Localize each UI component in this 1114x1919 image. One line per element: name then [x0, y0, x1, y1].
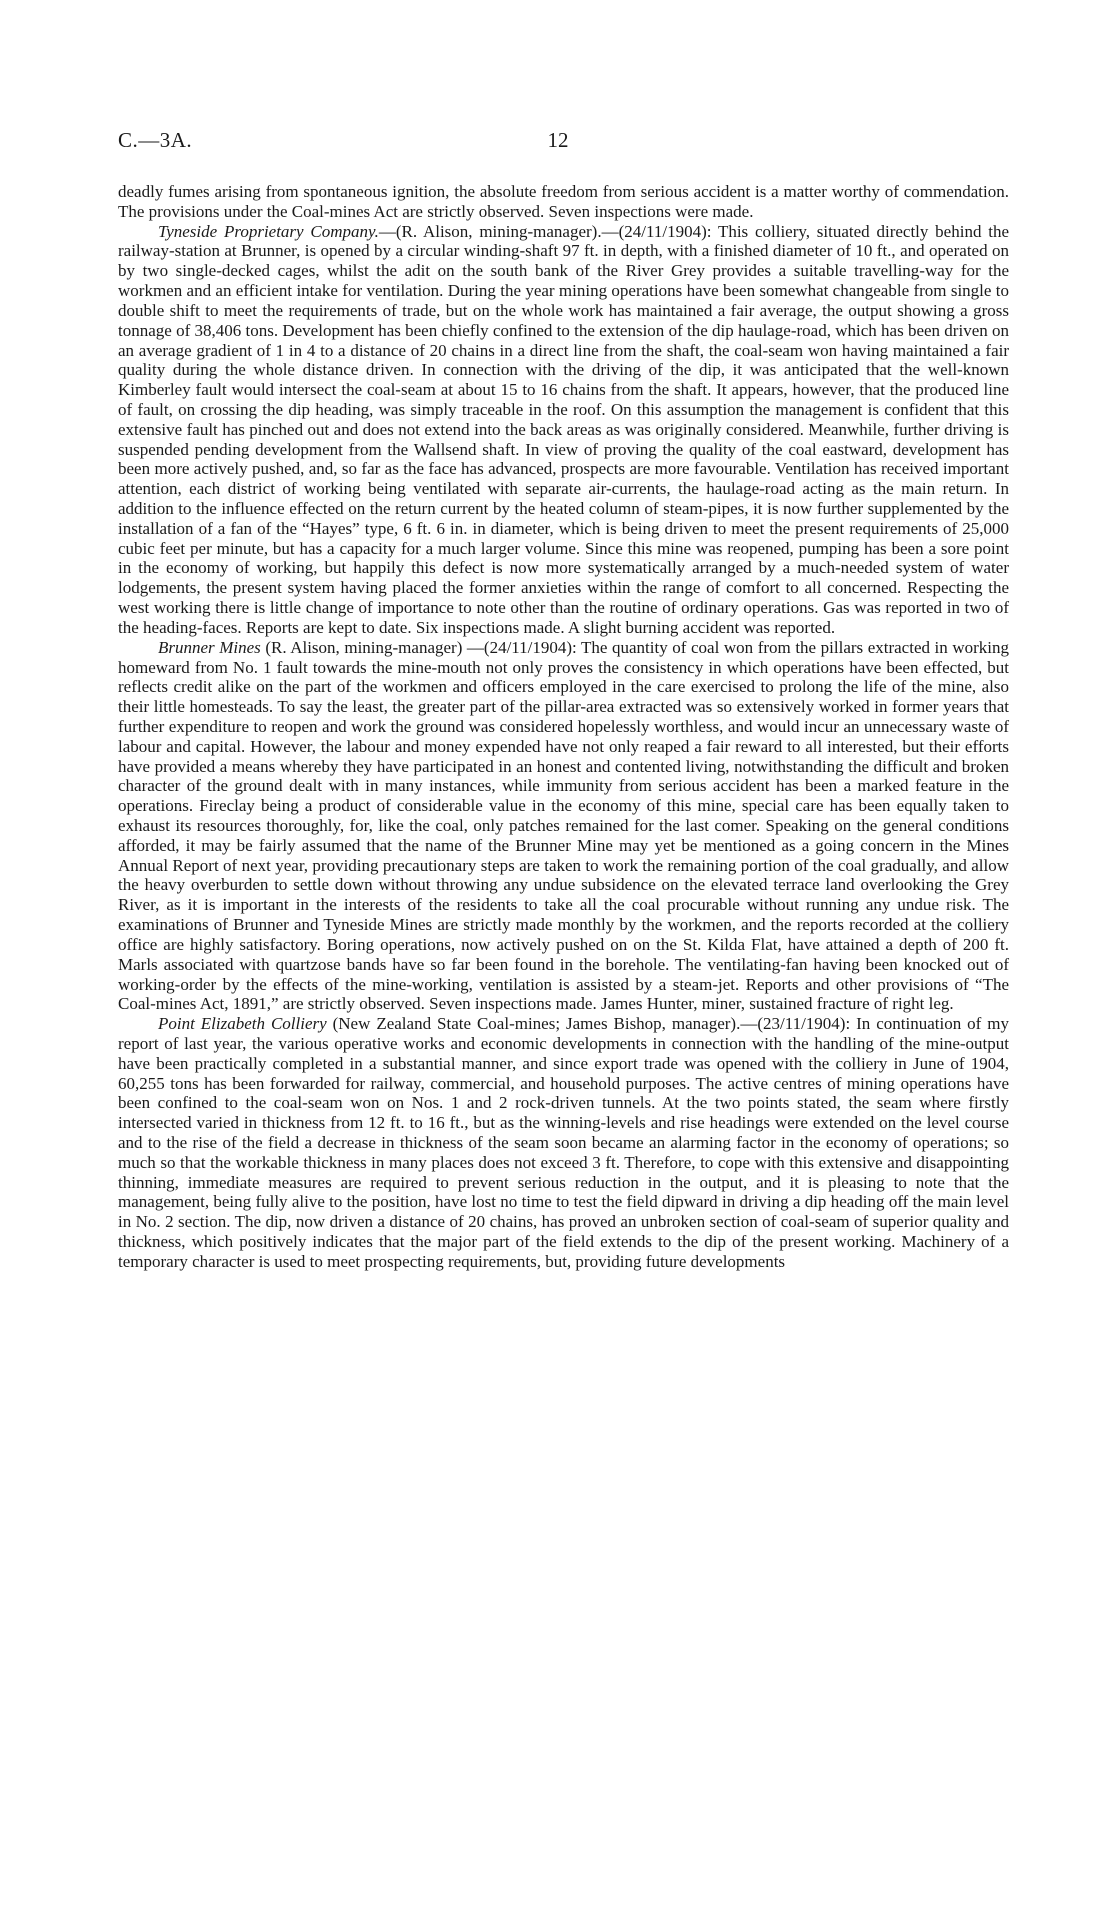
- page-number: 12: [547, 128, 569, 152]
- document-code: C.—3A.: [118, 128, 193, 152]
- paragraph-point-elizabeth: [118, 1014, 1009, 1272]
- paragraph-text: (R. Alison, mining-manager) —(24/11/1904): The quantity of coal won from the pillars extracted in working homeward from No. 1 fault towards the mine-mouth not only proves the consistency in which operations have been effected, but reflects credit alike on the part of the workmen and officers employed in the care exercised to prolong the life of the mine, also their little homesteads. To say the least, the greater part of the pillar-area extracted was so extensively worked in former years that further expenditure to reopen and work the ground was considered hopelessly worthless, and would incur an unnecessary waste of labour and capital. However, the labour and money expended have not only reaped a fair reward to all interested, but their efforts have provided a means whereby they have participated in an honest and contented living, notwithstanding the difficult and broken character of the ground dealt with in many instances, while immunity from serious accident has been a marked feature in the operations. Fireclay being a product of considerable value in the economy of this mine, special care has been equally taken to exhaust its resources thoroughly, for, like the coal, only patches remained for the last comer. Speaking on the general conditions afforded, it may be fairly assumed that the name of the Brunner Mine may yet be mentioned as a going concern in the Mines Annual Report of next year, providing precautionary steps are taken to work the remaining portion of the coal gradually, and allow the heavy overburden to settle down without throwing any undue subsidence on the elevated terrace land overlooking the Grey River, as it is important in the interests of the residents to take all the coal procurable without running any undue risk. The examinations of Brunner and Tyneside Mines are strictly made monthly by the workmen, and the reports recorded at the colliery office are highly satisfactory. Boring operations, now actively pushed on on the St. Kilda Flat, have attained a depth of 200 ft. Marls associated with quartzose bands have so far been found in the borehole. The ventilating-fan having been knocked out of working-order by the effects of the mine-working, ventilation is assisted by a steam-jet. Reports and other provisions of “The Coal-mines Act, 1891,” are strictly observed. Seven inspections made. James Hunter, miner, sustained fracture of right leg.: [118, 637, 1009, 1014]
- section-title-point-elizabeth: Point Elizabeth Colliery: [158, 1014, 327, 1034]
- paragraph-text: —(R. Alison, mining-manager).—(24/11/1904): This colliery, situated directly behind the railway-station at Brunner, is opened by a circular winding-shaft 97 ft. in depth, with a finished diameter of 10 ft., and operated on by two single-decked cages, whilst the adit on the south bank of the River Grey provides a suitable travelling-way for the workmen and an efficient intake for ventilation. During the year mining operations have been somewhat changeable from single to double shift to meet the requirements of trade, but on the whole work has maintained a fair average, the output showing a gross tonnage of 38,406 tons. Development has been chiefly confined to the extension of the dip haulage-road, which has been driven on an average gradient of 1 in 4 to a distance of 20 chains in a direct line from the shaft, the coal-seam won having maintained a fair quality during the whole distance driven. In connection with the driving of the dip, it was anticipated that the well-known Kimberley fault would intersect the coal-seam at about 15 to 16 chains from the shaft. It appears, however, that the produced line of fault, on crossing the dip heading, was simply traceable in the roof. On this assumption the management is confident that this extensive fault has pinched out and does not extend into the back areas as was originally considered. Meanwhile, further driving is suspended pending development from the Wallsend shaft. In view of proving the quality of the coal eastward, development has been more actively pushed, and, so far as the face has advanced, prospects are more favourable. Ventilation has received important attention, each district of working being ventilated with separate air-currents, the haulage-road acting as the main return. In addition to the influence effected on the return current by the heated column of steam-pipes, it is now further supplemented by the installation of a fan of the “Hayes” type, 6 ft. 6 in. in diameter, which is being driven to meet the present requirements of 25,000 cubic feet per minute, but has a capacity for a much larger volume. Since this mine was reopened, pumping has been a sore point in the economy of working, but happily this defect is now more systematically arranged by a much-needed system of water lodgements, the present system having placed the former anxieties within the range of comfort to all concerned. Respecting the west working there is little change of importance to note other than the routine of ordinary operations. Gas was reported in two of the heading-faces. Reports are kept to date. Six inspections made. A slight burning accident was reported.: [118, 221, 1010, 637]
- paragraph-brunner: [118, 638, 1009, 1014]
- section-title-tyneside: Tyneside Proprietary Company.: [158, 221, 379, 241]
- paragraph-text: deadly fumes arising from spontaneous ignition, the absolute freedom from serious accident is a matter worthy of commendation. The provisions under the Coal-mines Act are strictly observed. Seven inspections were made.: [118, 182, 1009, 221]
- section-title-brunner: Brunner Mines: [158, 637, 261, 657]
- paragraph-continuation: [118, 182, 1009, 222]
- page-header: [118, 128, 998, 158]
- paragraph-text: (New Zealand State Coal-mines; James Bishop, manager).—(23/11/1904): In continuation of my report of last year, the various operative works and economic developments in connection with the handling of the mine-output have been practically completed in a substantial manner, and since export trade was opened with the colliery in June of 1904, 60,255 tons has been forwarded for railway, commercial, and household purposes. The active centres of mining operations have been confined to the coal-seam won on Nos. 1 and 2 rock-driven tunnels. At the two points stated, the seam where firstly intersected varied in thickness from 12 ft. to 16 ft., but as the winning-levels and rise headings were extended on the level course and to the rise of the field a decrease in thickness of the seam soon became an alarming factor in the economy of operations; so much so that the workable thickness in many places does not exceed 3 ft. Therefore, to cope with this extensive and disappointing thinning, immediate measures are required to prevent serious reduction in the output, and it is pleasing to note that the management, being fully alive to the position, have lost no time to test the field dipward in driving a dip heading off the main level in No. 2 section. The dip, now driven a distance of 20 chains, has proved an unbroken section of coal-seam of superior quality and thickness, which positively indicates that the major part of the field extends to the dip of the present working. Machinery of a temporary character is used to meet prospecting requirements, but, providing future developments: [118, 1014, 1010, 1271]
- paragraph-tyneside: [118, 222, 1009, 638]
- body-text: [118, 182, 1009, 1272]
